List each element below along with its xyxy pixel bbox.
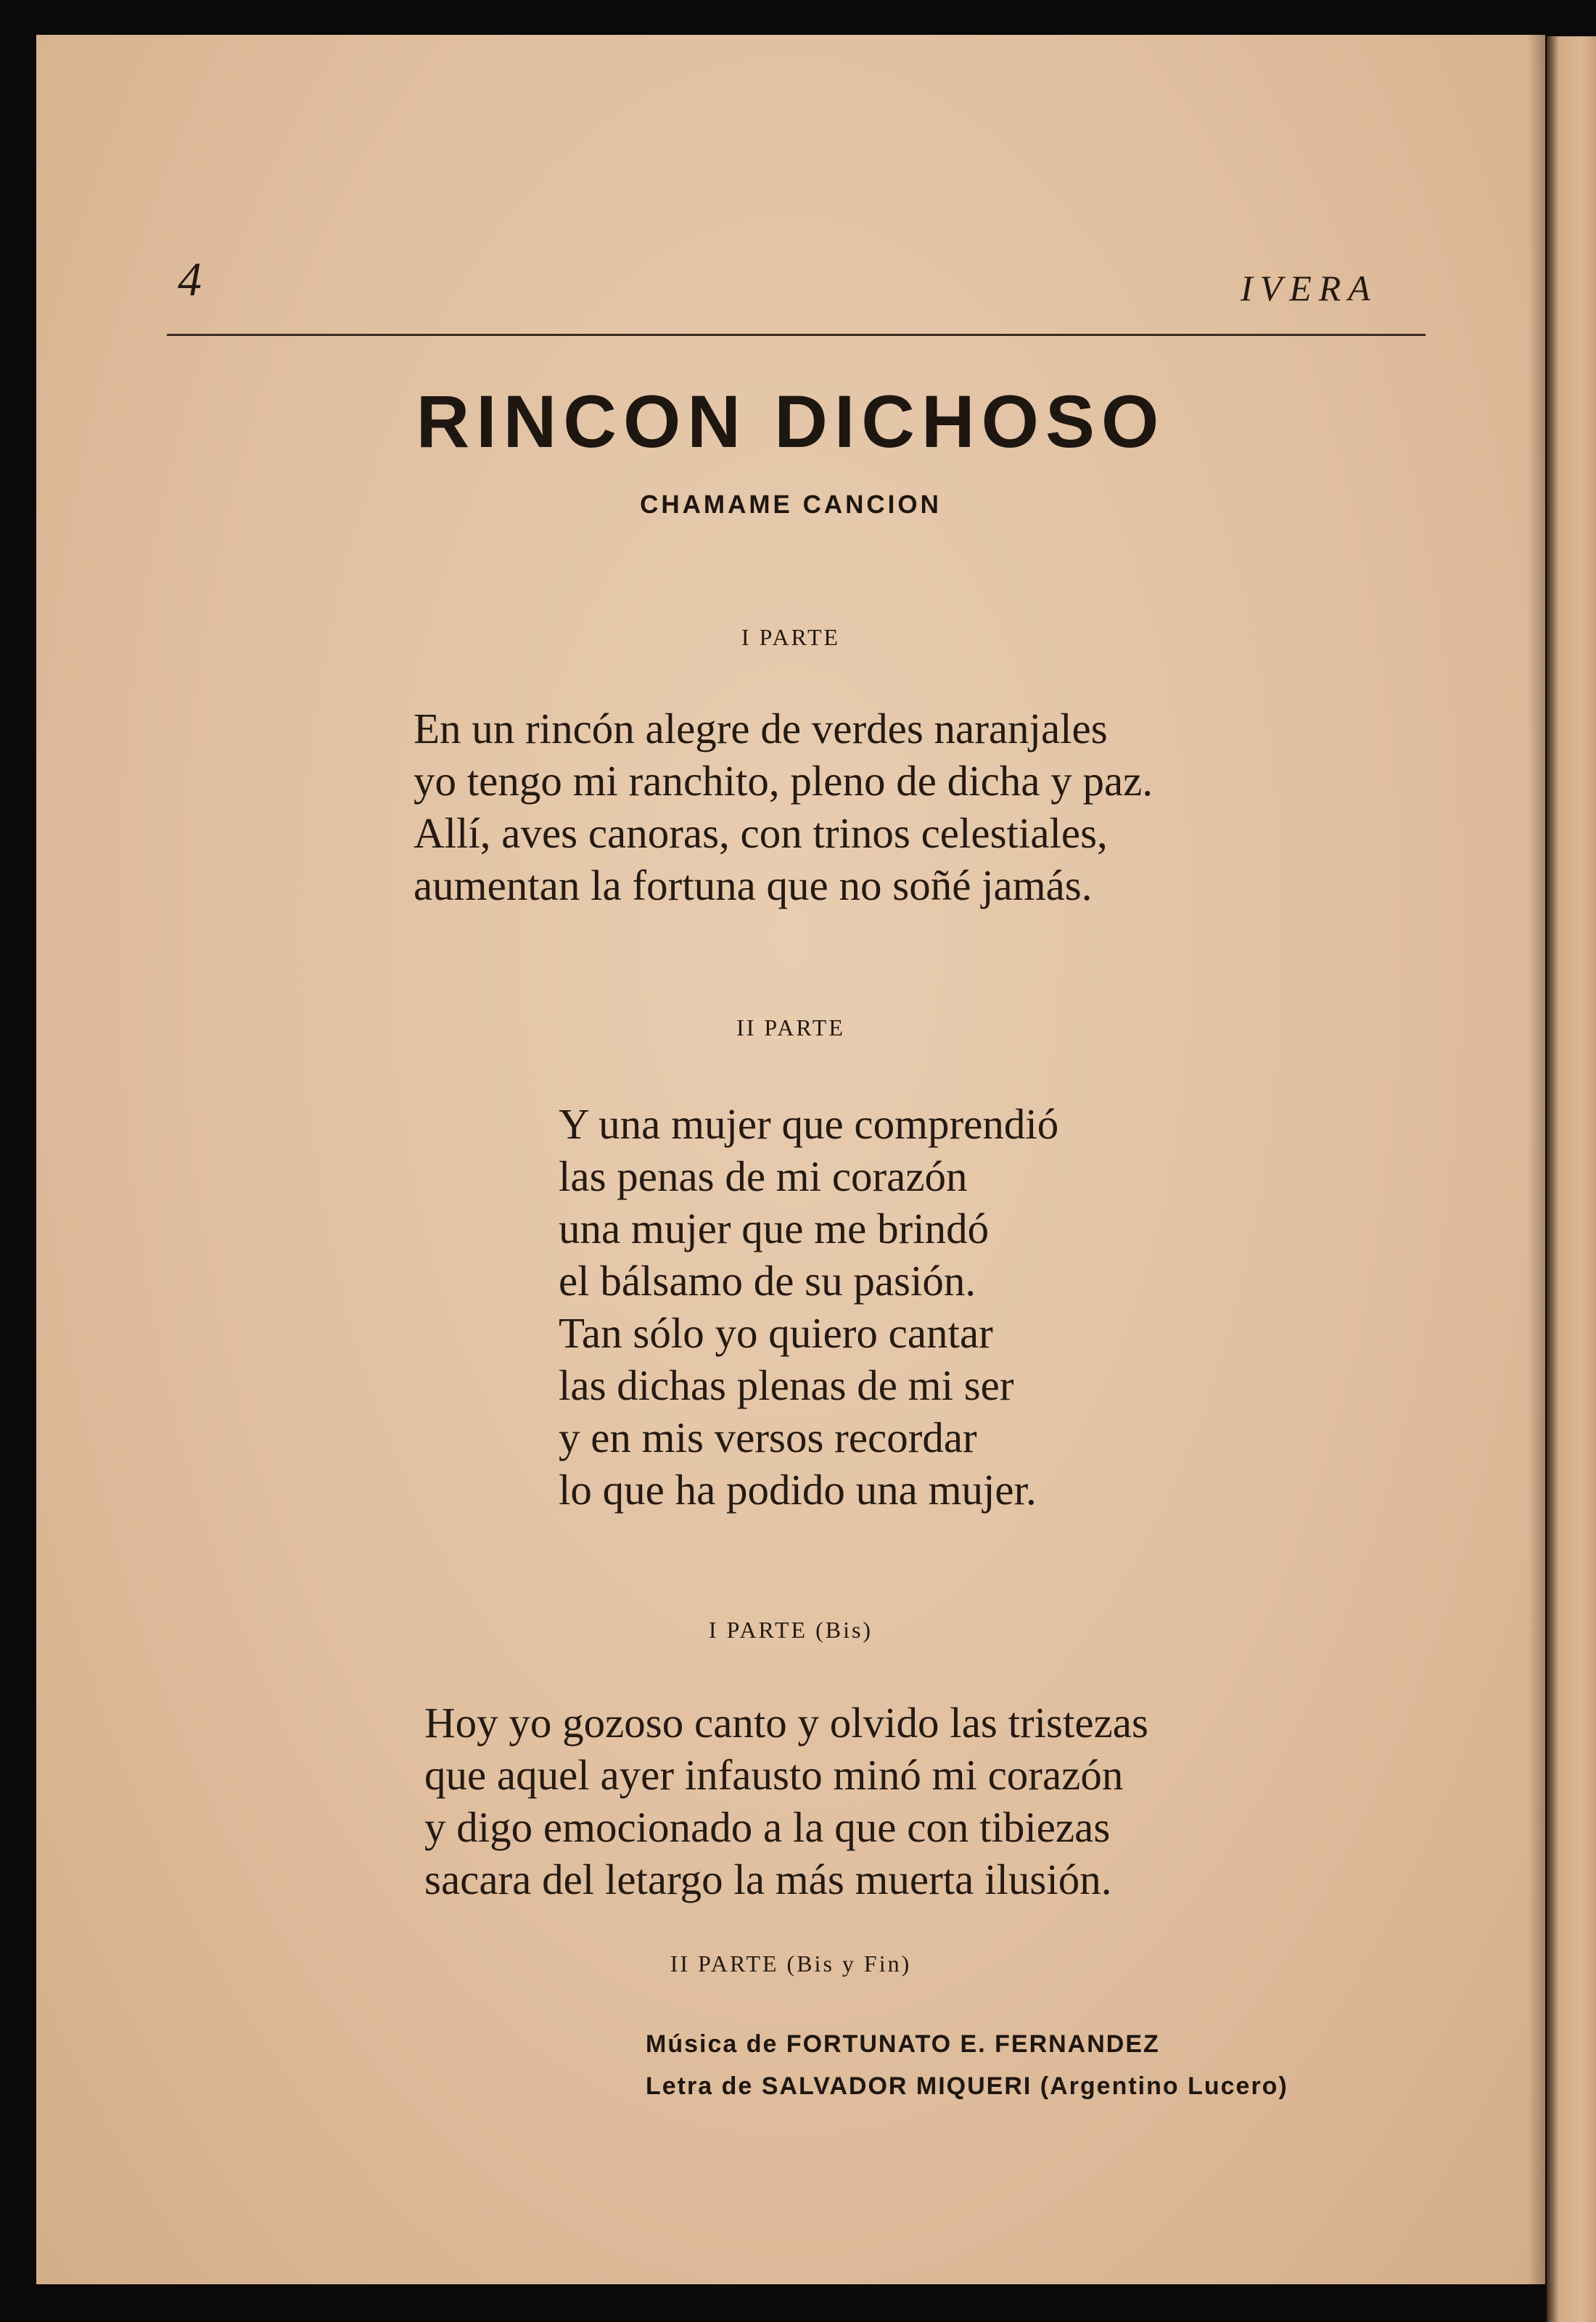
adjacent-page-edge <box>1547 36 1596 2322</box>
verse-line: y en mis versos recordar <box>559 1414 977 1461</box>
verse-line: Tan sólo yo quiero cantar <box>559 1309 993 1357</box>
page-number: 4 <box>178 253 202 306</box>
verse-line: Allí, aves canoras, con trinos celestiales, <box>414 809 1108 857</box>
verse-line: Y una mujer que comprendió <box>559 1100 1059 1148</box>
verse-line: aumentan la fortuna que no soñé jamás. <box>414 861 1093 909</box>
verse-line: Hoy yo gozoso canto y olvido las tristezas <box>424 1699 1148 1747</box>
gutter-shadow <box>1528 35 1545 2284</box>
lyrics-credit: Letra de SALVADOR MIQUERI (Argentino Lucero) <box>646 2072 1288 2100</box>
section-label-4: II PARTE (Bis y Fin) <box>670 1950 912 1977</box>
verse-line: yo tengo mi ranchito, pleno de dicha y paz. <box>414 757 1153 805</box>
verse-line: En un rincón alegre de verdes naranjales <box>414 705 1108 752</box>
header-rule <box>167 334 1426 336</box>
running-head: IVERA <box>1241 268 1378 308</box>
stanza-2 <box>559 1098 1058 1516</box>
verse-line: una mujer que me brindó <box>559 1205 990 1252</box>
section-label-2: II PARTE <box>736 1014 845 1041</box>
section-label-1: I PARTE <box>741 624 841 650</box>
verse-line: las dichas plenas de mi ser <box>559 1361 1014 1409</box>
book-page <box>36 35 1545 2284</box>
section-label-3: I PARTE (Bis) <box>708 1617 873 1643</box>
verse-line: el bálsamo de su pasión. <box>559 1257 976 1305</box>
verse-line: lo que ha podido una mujer. <box>559 1466 1037 1514</box>
stanza-3 <box>424 1697 1148 1905</box>
stanza-1 <box>414 702 1153 911</box>
verse-line: las penas de mi corazón <box>559 1152 968 1200</box>
song-title: RINCON DICHOSO <box>416 380 1166 463</box>
verse-line: que aquel ayer infausto minó mi corazón <box>424 1751 1124 1799</box>
song-subtitle: CHAMAME CANCION <box>640 491 942 519</box>
verse-line: sacara del letargo la más muerta ilusión. <box>424 1855 1112 1903</box>
verse-line: y digo emocionado a la que con tibiezas <box>424 1803 1111 1851</box>
music-credit: Música de FORTUNATO E. FERNANDEZ <box>646 2030 1160 2058</box>
